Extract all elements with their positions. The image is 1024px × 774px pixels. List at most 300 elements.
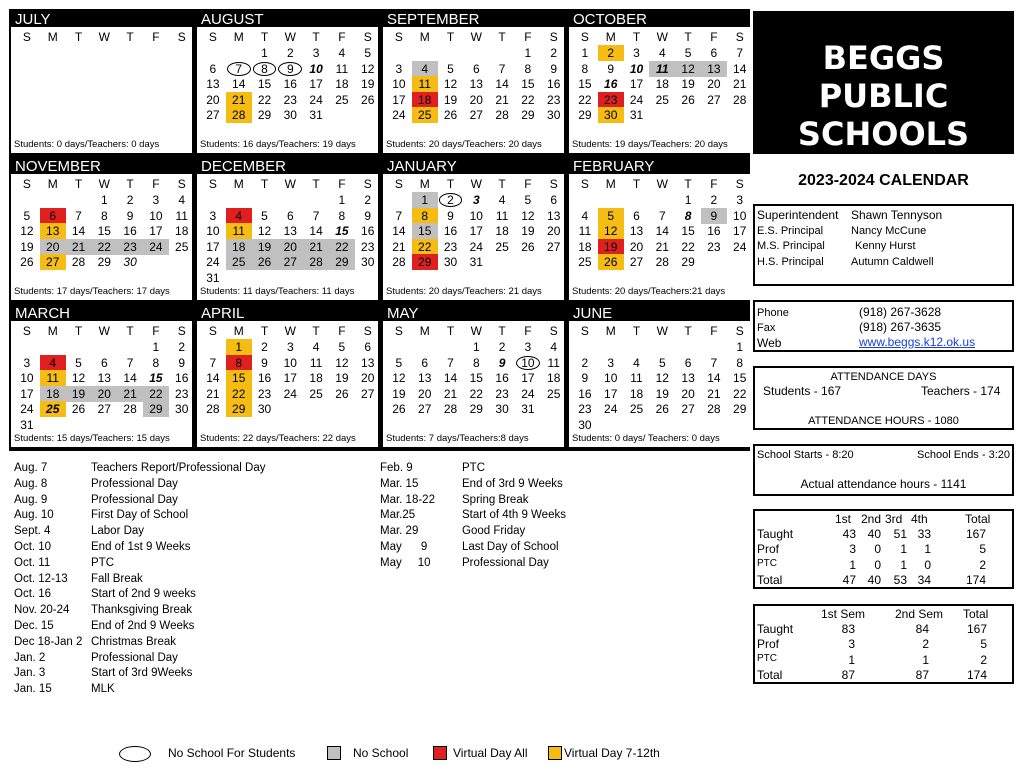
- weekday-letter: T: [260, 177, 269, 191]
- day-cell: 7: [447, 355, 454, 370]
- phone-label: Phone: [757, 307, 789, 319]
- day-cell: 14: [232, 77, 246, 91]
- day-cell: 14: [655, 224, 669, 238]
- day-cell: 14: [733, 61, 747, 76]
- day-cell: 19: [655, 386, 669, 401]
- week-row: [197, 339, 378, 355]
- event-name: Spring Break: [462, 493, 529, 506]
- day-cell: 1: [412, 192, 438, 208]
- month-name: AUGUST: [197, 11, 378, 27]
- weekday-letter: S: [22, 324, 31, 338]
- month-name: FEBRUARY: [569, 158, 750, 174]
- day-cell: 3: [633, 46, 640, 60]
- day-cell: 26: [252, 254, 278, 270]
- day-cell: 16: [707, 224, 721, 238]
- table-cell: 33: [917, 527, 931, 541]
- weekday-letter: S: [177, 177, 186, 191]
- day-cell: 13: [40, 223, 66, 239]
- weekday-letter: S: [363, 30, 372, 44]
- day-cell: 3: [607, 355, 615, 370]
- week-row: [569, 223, 750, 239]
- week-row: [197, 239, 378, 255]
- day-cell: 15: [578, 77, 592, 91]
- events-list-left: [14, 461, 374, 698]
- event-name: End of 1st 9 Weeks: [91, 540, 191, 553]
- day-cell: 5: [524, 193, 532, 207]
- day-cell: 4: [40, 355, 66, 371]
- day-cell: 6: [633, 208, 640, 223]
- day-cell: 3: [152, 193, 160, 207]
- day-cell: 23: [443, 239, 458, 254]
- event-row: [14, 540, 374, 556]
- day-cell: 7: [226, 61, 252, 77]
- day-cell: 18: [309, 371, 323, 385]
- weekday-letter: W: [98, 30, 110, 44]
- day-cell: 24: [469, 239, 483, 254]
- month-november: [11, 158, 192, 300]
- yellow-swatch-icon: [548, 746, 562, 760]
- day-cell: 5: [658, 355, 666, 370]
- day-cell: 7: [498, 61, 506, 76]
- day-cell: 8: [581, 61, 589, 76]
- day-cell: 11: [495, 208, 509, 223]
- month-name: DECEMBER: [197, 158, 378, 174]
- weekday-letter: S: [177, 30, 186, 44]
- day-cell: 4: [550, 340, 558, 354]
- day-cell: 6: [209, 61, 217, 76]
- day-cell: 26: [681, 92, 695, 107]
- event-row: [14, 524, 374, 540]
- day-cell: 14: [707, 371, 721, 385]
- month-day-count: Students: 17 days/Teachers: 17 days: [14, 286, 170, 297]
- week-row: [11, 401, 192, 417]
- week-row: [569, 92, 750, 108]
- school-name-line: BEGGS: [822, 39, 945, 77]
- day-cell: 30: [598, 107, 624, 123]
- legend-label: Virtual Day 7-12th: [564, 746, 660, 760]
- event-name: Teachers Report/Professional Day: [91, 462, 266, 474]
- phone-value: (918) 267-3628: [859, 305, 942, 319]
- day-cell: 16: [175, 371, 189, 385]
- day-cell: 23: [495, 386, 509, 401]
- legend-label: No School For Students: [168, 746, 296, 760]
- table-header: 2nd: [861, 512, 882, 526]
- event-date: Jan. 2: [14, 651, 46, 664]
- staff-name: Kenny Hurst: [855, 240, 916, 252]
- day-cell: 26: [361, 92, 375, 107]
- day-cell: 1: [524, 46, 532, 60]
- row-label: Prof: [757, 637, 780, 651]
- day-cell: 31: [469, 255, 483, 269]
- month-april: [197, 305, 378, 447]
- day-cell: 11: [40, 370, 66, 386]
- weekday-header: [197, 323, 378, 339]
- weekday-letter: S: [208, 177, 217, 191]
- day-cell: 12: [655, 371, 669, 385]
- month-july: [11, 11, 192, 153]
- day-cell: 20: [629, 239, 644, 254]
- day-cell: 25: [40, 401, 66, 417]
- day-cell: 19: [681, 77, 695, 91]
- day-cell: 20: [40, 239, 66, 255]
- weekday-letter: T: [632, 30, 641, 44]
- day-cell: 9: [364, 208, 372, 223]
- table-cell: 40: [867, 573, 881, 587]
- day-cell: 29: [521, 108, 535, 122]
- event-row: [14, 651, 374, 667]
- attendance-days-box: [753, 366, 1014, 430]
- table-cell: 51: [893, 527, 907, 541]
- weekday-letter: W: [470, 30, 482, 44]
- weekday-letter: T: [312, 30, 320, 44]
- weekday-letter: S: [177, 324, 186, 338]
- day-cell: 21: [443, 386, 458, 401]
- day-cell: 23: [257, 386, 272, 401]
- day-cell: 26: [598, 254, 624, 270]
- day-cell: 22: [143, 386, 169, 402]
- day-cell: 10: [20, 371, 34, 385]
- week-row: [11, 45, 192, 61]
- weekday-letter: F: [524, 30, 532, 44]
- day-cell: 5: [395, 355, 403, 370]
- week-row: [569, 192, 750, 208]
- day-cell: 26: [655, 402, 669, 416]
- day-cell: 7: [710, 355, 718, 370]
- day-cell: 27: [707, 92, 721, 107]
- day-cell: 2: [598, 45, 624, 61]
- day-cell: 25: [412, 107, 438, 123]
- week-row: [383, 76, 564, 92]
- week-row: [383, 370, 564, 386]
- table-cell: 1: [900, 558, 907, 572]
- staff-box: [753, 204, 1014, 286]
- day-cell: 27: [361, 386, 375, 401]
- weekday-letter: M: [233, 324, 244, 338]
- day-cell: 1: [581, 46, 589, 60]
- day-cell: 13: [206, 77, 220, 91]
- day-cell: 18: [40, 386, 66, 402]
- day-cell: 31: [206, 270, 220, 285]
- day-cell: 30: [547, 108, 561, 122]
- day-cell: 28: [707, 402, 721, 416]
- day-cell: 18: [655, 77, 669, 91]
- weekday-letter: S: [22, 30, 31, 44]
- contact-box: [753, 300, 1014, 352]
- day-cell: 7: [395, 208, 403, 223]
- day-cell: 15: [733, 371, 747, 385]
- event-row: [14, 461, 374, 477]
- weekday-letter: W: [98, 177, 110, 191]
- day-cell: 13: [418, 371, 432, 385]
- day-cell: 28: [123, 402, 137, 416]
- week-row: [11, 339, 192, 355]
- weekday-letter: F: [524, 177, 532, 191]
- event-date: Mar. 18-22: [380, 493, 435, 506]
- day-cell: 11: [309, 355, 323, 370]
- day-cell: 9: [607, 61, 615, 76]
- day-cell: 12: [361, 61, 375, 76]
- day-cell: 12: [443, 77, 458, 91]
- day-cell: 16: [361, 224, 375, 238]
- day-cell: 20: [206, 92, 220, 107]
- day-cell: 28: [655, 255, 669, 269]
- week-row: [11, 254, 192, 270]
- day-cell: 12: [257, 224, 272, 238]
- weekday-header: [569, 29, 750, 45]
- week-row: [569, 76, 750, 92]
- weekday-letter: T: [260, 324, 269, 338]
- table-cell: 84: [915, 622, 929, 636]
- staff-name: Shawn Tennyson: [851, 208, 943, 222]
- month-february: [569, 158, 750, 300]
- day-cell: 20: [91, 386, 117, 402]
- weekday-letter: F: [338, 30, 346, 44]
- week-row: [569, 417, 750, 433]
- table-cell: 1: [849, 558, 856, 572]
- weekday-letter: T: [446, 30, 455, 44]
- week-row: [197, 401, 378, 417]
- weekday-letter: M: [419, 30, 430, 44]
- day-cell: 2: [550, 46, 558, 60]
- week-row: [569, 386, 750, 402]
- weekday-letter: S: [549, 177, 558, 191]
- day-cell: 17: [733, 224, 747, 238]
- day-cell: 28: [495, 108, 509, 122]
- day-cell: 23: [598, 92, 624, 108]
- day-cell: 6: [364, 340, 372, 354]
- day-cell: 4: [633, 355, 640, 370]
- day-cell: 21: [117, 386, 143, 402]
- table-header: 1st Sem: [821, 607, 866, 621]
- day-cell: 11: [175, 208, 188, 223]
- event-date: Jan. 15: [14, 683, 52, 696]
- day-cell: 25: [226, 254, 252, 270]
- event-row: [380, 493, 740, 509]
- day-cell: 25: [335, 92, 349, 107]
- day-cell: 11: [547, 355, 560, 370]
- day-cell: 29: [681, 255, 695, 269]
- day-cell: 29: [226, 401, 252, 417]
- day-cell: 1: [261, 46, 268, 60]
- event-date: Mar. 29: [380, 525, 419, 538]
- month-may: [383, 305, 564, 447]
- weekday-letter: W: [656, 177, 668, 191]
- event-date: Oct. 16: [14, 588, 52, 601]
- event-date: Sept. 4: [14, 525, 51, 538]
- event-row: [380, 461, 740, 477]
- week-row: [383, 92, 564, 108]
- week-row: [383, 339, 564, 355]
- day-cell: 28: [733, 92, 747, 107]
- day-cell: 19: [392, 386, 406, 401]
- day-cell: 26: [521, 239, 535, 254]
- day-cell: 22: [257, 92, 272, 107]
- week-row: [197, 370, 378, 386]
- weekday-letter: T: [498, 324, 506, 338]
- school-name-line: PUBLIC: [818, 77, 949, 115]
- month-september: [383, 11, 564, 153]
- event-row: [14, 572, 374, 588]
- day-cell: 2: [710, 193, 718, 207]
- day-cell: 17: [392, 92, 406, 107]
- day-cell: 19: [66, 386, 92, 402]
- day-cell: 14: [392, 224, 406, 238]
- day-cell: 2: [126, 193, 134, 207]
- day-cell: 5: [364, 46, 372, 60]
- weekday-letter: S: [580, 30, 589, 44]
- event-date: Mar.25: [380, 509, 416, 522]
- table-cell: 34: [917, 573, 931, 587]
- day-cell: 18: [578, 239, 592, 254]
- week-row: [197, 386, 378, 402]
- staff-role: E.S. Principal: [757, 225, 824, 237]
- day-cell: 9: [277, 61, 303, 77]
- day-cell: 3: [23, 355, 31, 370]
- weekday-letter: T: [498, 177, 506, 191]
- day-cell: 12: [521, 208, 535, 223]
- week-row: [197, 76, 378, 92]
- day-cell: 19: [521, 224, 535, 238]
- day-cell: 2: [498, 340, 506, 354]
- day-cell: 12: [71, 371, 86, 385]
- week-row: [197, 254, 378, 270]
- row-label: Total: [757, 573, 783, 587]
- day-cell: 29: [143, 401, 169, 417]
- week-row: [11, 192, 192, 208]
- month-august: [197, 11, 378, 153]
- day-cell: 8: [152, 355, 160, 370]
- weekday-header: [383, 323, 564, 339]
- day-cell: 9: [126, 208, 134, 223]
- day-cell: 31: [521, 402, 535, 416]
- week-row: [383, 355, 564, 371]
- website-link[interactable]: www.beggs.k12.ok.us: [859, 335, 976, 349]
- event-row: [380, 508, 740, 524]
- weekday-letter: T: [684, 30, 692, 44]
- day-cell: 3: [395, 61, 403, 76]
- day-cell: 6: [684, 355, 692, 370]
- day-cell: 20: [681, 386, 695, 401]
- day-cell: 13: [469, 77, 483, 91]
- day-cell: 25: [309, 386, 323, 401]
- month-day-count: Students: 7 days/Teachers:8 days: [386, 433, 529, 444]
- day-cell: 25: [629, 402, 644, 416]
- table-cell: 3: [848, 637, 855, 651]
- day-cell: 10: [149, 208, 163, 223]
- table-cell: 1: [848, 653, 855, 667]
- day-cell: 26: [335, 386, 349, 401]
- actual-attendance-hours: Actual attendance hours - 1141: [800, 477, 967, 491]
- week-row: [197, 107, 378, 123]
- week-row: [569, 208, 750, 224]
- day-cell: 2: [261, 340, 268, 354]
- day-cell: 2: [438, 192, 464, 208]
- day-cell: 17: [283, 371, 297, 385]
- day-cell: 20: [469, 92, 483, 107]
- week-row: [11, 208, 192, 224]
- day-cell: 5: [598, 208, 624, 224]
- day-cell: 16: [578, 386, 592, 401]
- event-name: MLK: [91, 683, 115, 696]
- school-ends: School Ends - 3:20: [917, 449, 1010, 461]
- table-cell: 5: [979, 542, 986, 556]
- day-cell: 11: [649, 61, 675, 77]
- day-cell: 29: [578, 108, 592, 122]
- weekday-letter: F: [338, 177, 346, 191]
- day-cell: 23: [175, 386, 189, 401]
- school-name-line: SCHOOLS: [797, 115, 970, 153]
- month-january: [383, 158, 564, 300]
- week-row: [11, 239, 192, 255]
- day-cell: 24: [392, 108, 406, 122]
- quarter-table: [753, 509, 1014, 589]
- day-cell: 4: [312, 340, 320, 354]
- month-december: [197, 158, 378, 300]
- month-day-count: Students: 0 days/Teachers: 0 days: [14, 139, 160, 150]
- month-name: SEPTEMBER: [383, 11, 564, 27]
- table-header: Total: [965, 512, 991, 526]
- weekday-letter: T: [684, 324, 692, 338]
- day-cell: 14: [71, 224, 86, 238]
- day-cell: 18: [175, 224, 189, 238]
- weekday-letter: M: [233, 30, 244, 44]
- day-cell: 24: [309, 92, 323, 107]
- weekday-letter: T: [632, 324, 641, 338]
- day-cell: 23: [361, 239, 375, 254]
- week-row: [11, 355, 192, 371]
- day-cell: 28: [443, 402, 458, 416]
- weekday-letter: T: [74, 177, 83, 191]
- day-cell: 29: [329, 254, 355, 270]
- week-row: [383, 107, 564, 123]
- event-name: Professional Day: [91, 477, 178, 490]
- day-cell: 15: [149, 371, 163, 385]
- day-cell: 27: [277, 254, 303, 270]
- day-cell: 13: [97, 371, 111, 385]
- month-day-count: Students: 0 days/ Teachers: 0 days: [572, 433, 720, 444]
- weekday-letter: F: [152, 177, 160, 191]
- event-row: [14, 508, 374, 524]
- weekday-letter: M: [47, 30, 58, 44]
- week-row: [569, 401, 750, 417]
- table-cell: 47: [842, 573, 856, 587]
- table-cell: 1: [922, 653, 929, 667]
- weekday-letter: W: [284, 177, 296, 191]
- day-cell: 30: [578, 417, 592, 432]
- day-cell: 6: [710, 46, 718, 60]
- day-cell: 26: [71, 402, 86, 416]
- table-cell: 83: [841, 622, 855, 636]
- day-cell: 21: [495, 92, 509, 107]
- day-cell: 15: [469, 371, 483, 385]
- day-cell: 6: [286, 208, 294, 223]
- day-cell: 13: [547, 208, 561, 223]
- day-cell: 3: [736, 193, 744, 207]
- day-cell: 25: [547, 386, 561, 401]
- table-cell: 1: [900, 542, 907, 556]
- weekday-letter: F: [524, 324, 532, 338]
- month-october: [569, 11, 750, 153]
- day-cell: 31: [20, 417, 34, 432]
- day-cell: 22: [91, 239, 117, 255]
- staff-name: Autumn Caldwell: [851, 256, 934, 268]
- weekday-letter: T: [126, 30, 134, 44]
- day-cell: 12: [335, 355, 349, 370]
- table-header: 3rd: [885, 512, 903, 526]
- day-cell: 13: [361, 355, 375, 370]
- month-day-count: Students: 22 days/Teachers: 22 days: [200, 433, 356, 444]
- day-cell: 31: [309, 108, 323, 122]
